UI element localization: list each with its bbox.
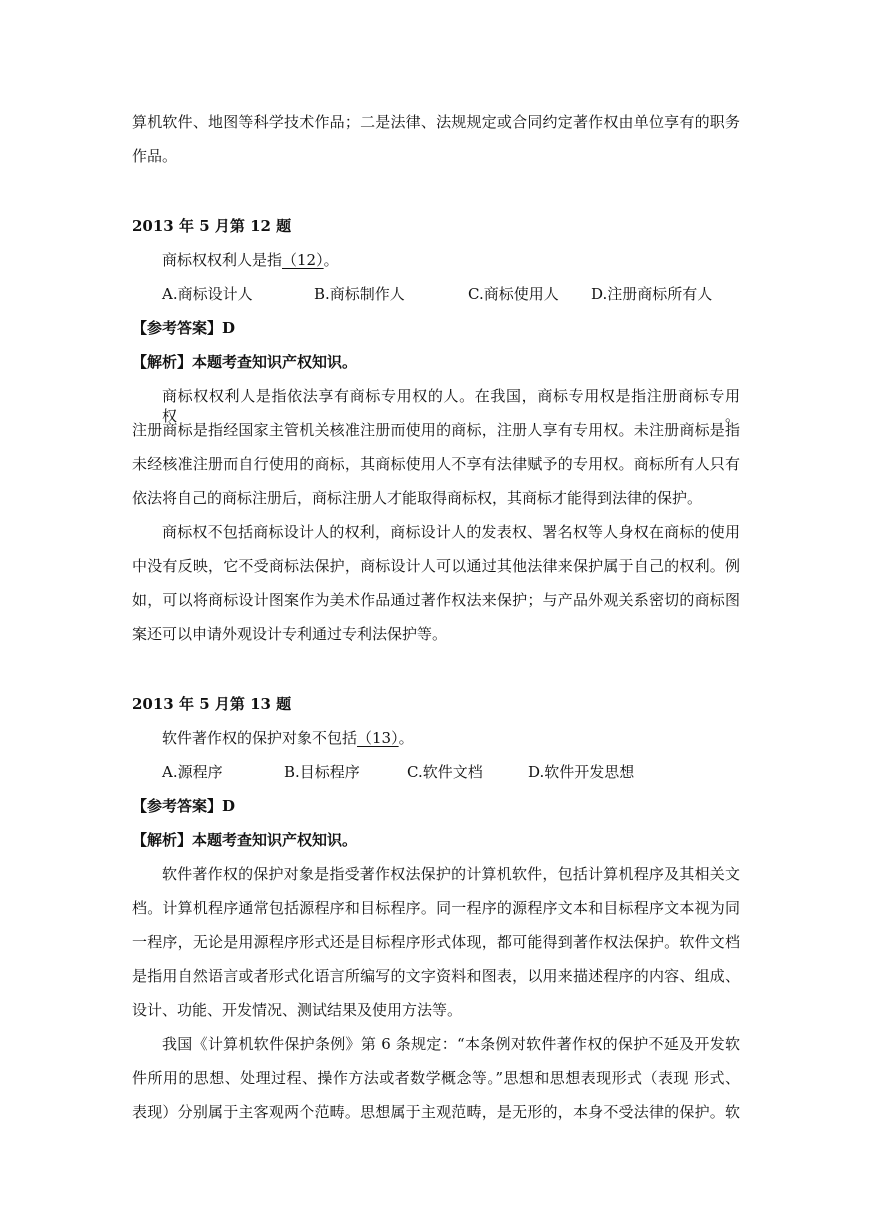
answer-label: 【参考答案】D [132, 319, 236, 337]
option-d: D.软件开发思想 [528, 763, 635, 781]
question-suffix: 。 [323, 251, 339, 269]
question-text [162, 250, 339, 270]
analysis-title: 【解析】本题考查知识产权知识。 [132, 831, 358, 849]
analysis-line: 设计、功能、开发情况、测试结果及使用方法等。 [132, 1001, 463, 1019]
analysis-line: 商标权权利人是指依法享有商标专用权的人。在我国，商标专用权是指注册商标专用权。 [162, 387, 740, 425]
analysis-line: 中没有反映，它不受商标法保护，商标设计人可以通过其他法律来保护属于自己的权利。例 [132, 557, 740, 575]
option-a: A.源程序 [162, 763, 223, 781]
question-prefix: 软件著作权的保护对象不包括 [162, 729, 358, 747]
option-a: A.商标设计人 [162, 285, 253, 303]
question-heading: 2013 年 5 月第 12 题 [132, 217, 292, 235]
analysis-line: 依法将自己的商标注册后，商标注册人才能取得商标权，其商标才能得到法律的保护。 [132, 489, 703, 507]
answer-label: 【参考答案】D [132, 797, 236, 815]
option-b: B.商标制作人 [314, 285, 405, 303]
question-blank: （13） [357, 729, 399, 747]
option-c: C.商标使用人 [468, 285, 559, 303]
analysis-line: 是指用自然语言或者形式化语言所编写的文字资料和图表，以用来描述程序的内容、组成、 [132, 967, 740, 985]
analysis-line: 档。计算机程序通常包括源程序和目标程序。同一程序的源程序文本和目标程序文本视为同 [132, 899, 740, 917]
analysis-line: 未经核准注册而自行使用的商标，其商标使用人不享有法律赋予的专用权。商标所有人只有 [132, 455, 740, 473]
intro-line: 作品。 [132, 147, 178, 165]
analysis-line: 案还可以申请外观设计专利通过专利法保护等。 [132, 625, 448, 643]
analysis-line: 注册商标是指经国家主管机关核准注册而使用的商标，注册人享有专用权。未注册商标是指 [132, 421, 740, 439]
analysis-title: 【解析】本题考查知识产权知识。 [132, 353, 358, 371]
analysis-line: 件所用的思想、处理过程、操作方法或者数学概念等。”思想和思想表现形式（表现 形式、 [132, 1069, 740, 1087]
analysis-line: 表现）分别属于主客观两个范畴。思想属于主观范畴，是无形的，本身不受法律的保护。软 [132, 1103, 740, 1121]
intro-line: 算机软件、地图等科学技术作品；二是法律、法规规定或合同约定著作权由单位享有的职务 [132, 113, 740, 131]
analysis-line: 如，可以将商标设计图案作为美术作品通过著作权法来保护；与产品外观关系密切的商标图 [132, 591, 740, 609]
option-d: D.注册商标所有人 [591, 285, 713, 303]
question-prefix: 商标权权利人是指 [162, 251, 283, 269]
question-blank: （12） [282, 251, 324, 269]
analysis-line: 软件著作权的保护对象是指受著作权法保护的计算机软件，包括计算机程序及其相关文 [162, 865, 740, 883]
question-heading: 2013 年 5 月第 13 题 [132, 695, 292, 713]
question-suffix: 。 [398, 729, 414, 747]
analysis-line: 一程序，无论是用源程序形式还是目标程序形式体现，都可能得到著作权法保护。软件文档 [132, 933, 740, 951]
option-b: B.目标程序 [284, 763, 360, 781]
analysis-line: 商标权不包括商标设计人的权利，商标设计人的发表权、署名权等人身权在商标的使用 [162, 523, 740, 541]
analysis-line: 我国《计算机软件保护条例》第 6 条规定：“本条例对软件著作权的保护不延及开发软 [162, 1035, 740, 1053]
option-c: C.软件文档 [407, 763, 483, 781]
question-text [162, 728, 414, 748]
